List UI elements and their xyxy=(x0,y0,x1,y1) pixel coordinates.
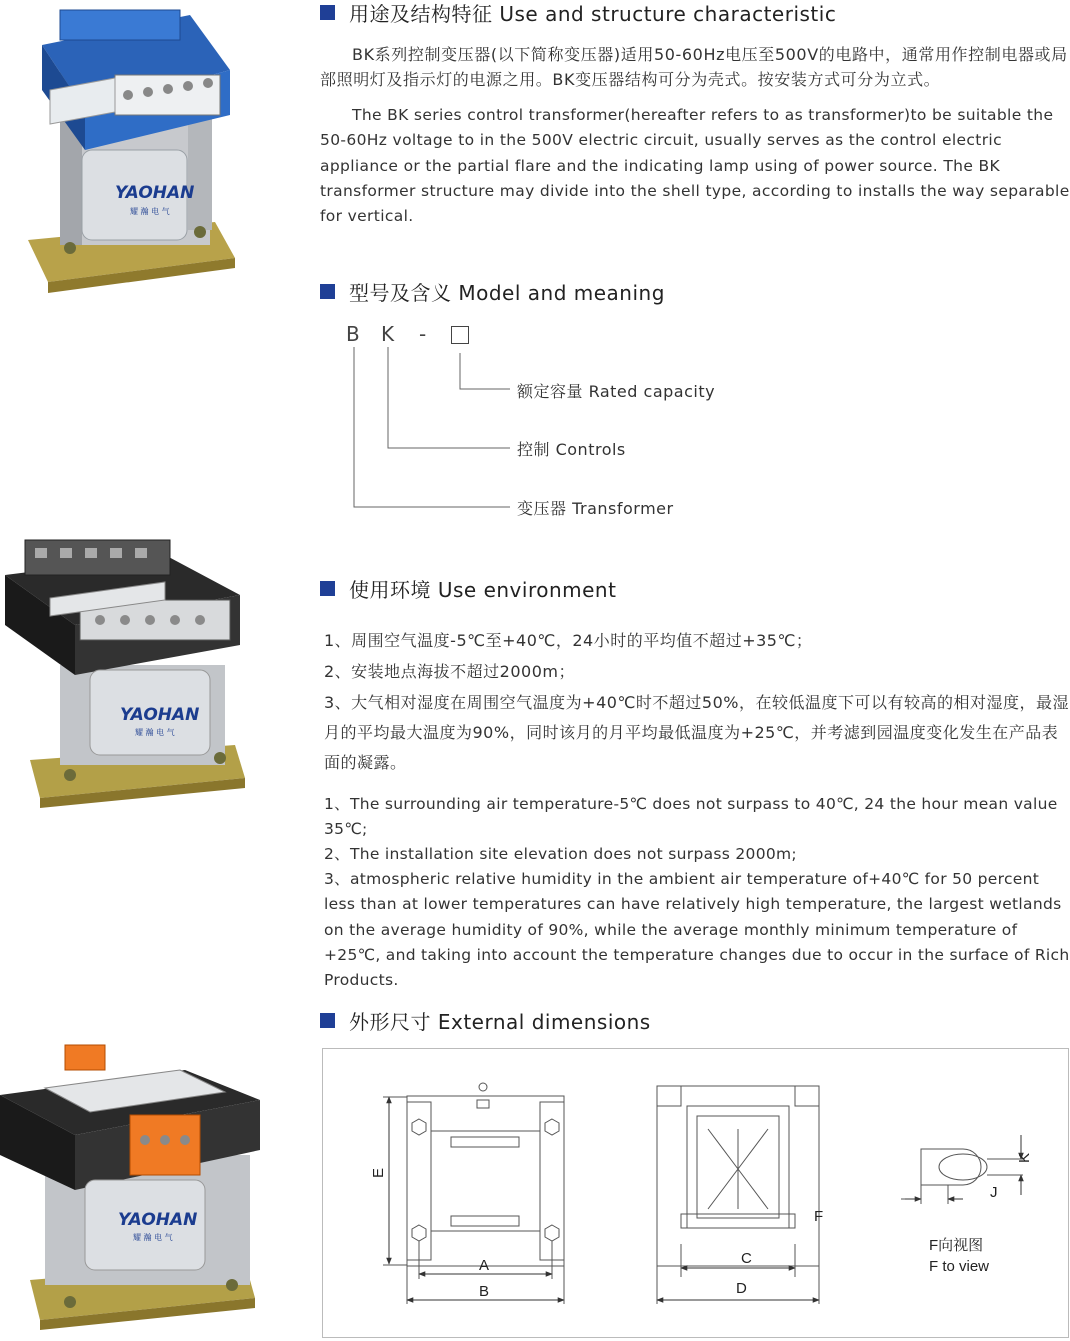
side-view xyxy=(657,1086,819,1304)
env-cn-item-3: 3、大气相对湿度在周围空气温度为+40℃时不超过50%，在较低温度下可以有较高的相对湿度，最湿月的平均最大温度为90%，同时该月的月平均最低温度为+25℃，并考滤到园温度变化发生在产品表面的凝露。 xyxy=(324,693,1069,772)
brand-cn-1: 耀 瀚 电 气 xyxy=(130,207,170,216)
use-en-paragraph: The BK series control transformer(hereafter refers to as transformer)to be suitable the 50-60Hz voltage to in the 500V electric circuit, usually serves as the control electric appliance or the partial flare and the indicating lamp using of power source. The BK transformer structure may divide into the shell type, according to installs the way separable for vertical. xyxy=(320,106,1070,226)
heading-use-title: 用途及结构特征 Use and structure characteristic xyxy=(349,1,837,26)
dim-label-k: K xyxy=(1016,1152,1033,1163)
dimensions-drawing xyxy=(323,1049,1068,1337)
product-photo-3 xyxy=(0,1040,265,1339)
env-en-item-3: 3、atmospheric relative humidity in the ambient air temperature of+40℃ for 50 percent less than at lower temperatures can have relatively high temperature, the largest wetlands on the average humidity of 90%, while the average monthly minimum temperature of +25℃, and taking into account the temperature changes due to occur in the surface of Rich Products. xyxy=(324,870,1070,990)
fview-en-label: F to view xyxy=(929,1258,990,1275)
f-detail-view xyxy=(901,1149,1023,1204)
env-cn-item-2: 2、安装地点海拔不超过2000m； xyxy=(324,662,575,681)
heading-bullet-icon xyxy=(320,1013,335,1028)
model-dash: - xyxy=(419,322,427,346)
dim-label-b: B xyxy=(479,1283,490,1300)
model-label-rated-capacity: 额定容量 Rated capacity xyxy=(517,382,716,401)
dim-label-c: C xyxy=(741,1250,752,1267)
heading-env-title: 使用环境 Use environment xyxy=(349,577,617,602)
heading-bullet-icon xyxy=(320,5,335,20)
env-en-item-2: 2、The installation site elevation does not surpass 2000m; xyxy=(324,845,797,863)
dim-label-f: F xyxy=(814,1208,824,1225)
product-photo-2 xyxy=(5,530,250,815)
env-cn-item-1: 1、周围空气温度-5℃至+40℃，24小时的平均值不超过+35℃； xyxy=(324,631,813,650)
model-letter-k: K xyxy=(381,322,395,346)
heading-bullet-icon xyxy=(320,581,335,596)
fview-cn-label: F向视图 xyxy=(929,1237,984,1254)
section-heading-dims xyxy=(320,1007,651,1033)
product-photo-1 xyxy=(20,0,245,295)
brand-cn-3: 耀 瀚 电 气 xyxy=(133,1233,173,1242)
env-en-item-1: 1、The surrounding air temperature-5℃ does not surpass to 40℃, 24 the hour mean value 35℃; xyxy=(324,795,1058,839)
dim-label-j: J xyxy=(990,1184,998,1201)
model-label-transformer: 变压器 Transformer xyxy=(517,499,674,518)
heading-bullet-icon xyxy=(320,284,335,299)
section-heading-use xyxy=(320,0,836,25)
model-letter-b: B xyxy=(346,322,360,346)
brand-logo-3: YAOHAN xyxy=(118,1210,198,1230)
front-view xyxy=(383,1083,564,1304)
model-capacity-box xyxy=(451,326,469,344)
heading-model-title: 型号及含义 Model and meaning xyxy=(349,280,665,305)
section-heading-model xyxy=(320,278,665,304)
dim-label-d: D xyxy=(736,1280,747,1297)
use-cn-paragraph: BK系列控制变压器(以下简称变压器)适用50-60Hz电压至500V的电路中，通常用作控制电器或局部照明灯及指示灯的电源之用。BK变压器结构可分为壳式。按安装方式可分为立式。 xyxy=(320,45,1068,89)
dimensions-drawing-frame xyxy=(322,1048,1069,1338)
brand-logo-1: YAOHAN xyxy=(115,183,195,203)
model-label-controls: 控制 Controls xyxy=(517,440,626,459)
heading-dims-title: 外形尺寸 External dimensions xyxy=(349,1009,651,1034)
section-heading-env xyxy=(320,575,616,601)
brand-logo-2: YAOHAN xyxy=(120,705,200,725)
brand-cn-2: 耀 瀚 电 气 xyxy=(135,728,175,737)
dim-label-e: E xyxy=(370,1167,387,1178)
dim-label-a: A xyxy=(479,1257,490,1274)
model-connector-lines xyxy=(340,345,520,515)
